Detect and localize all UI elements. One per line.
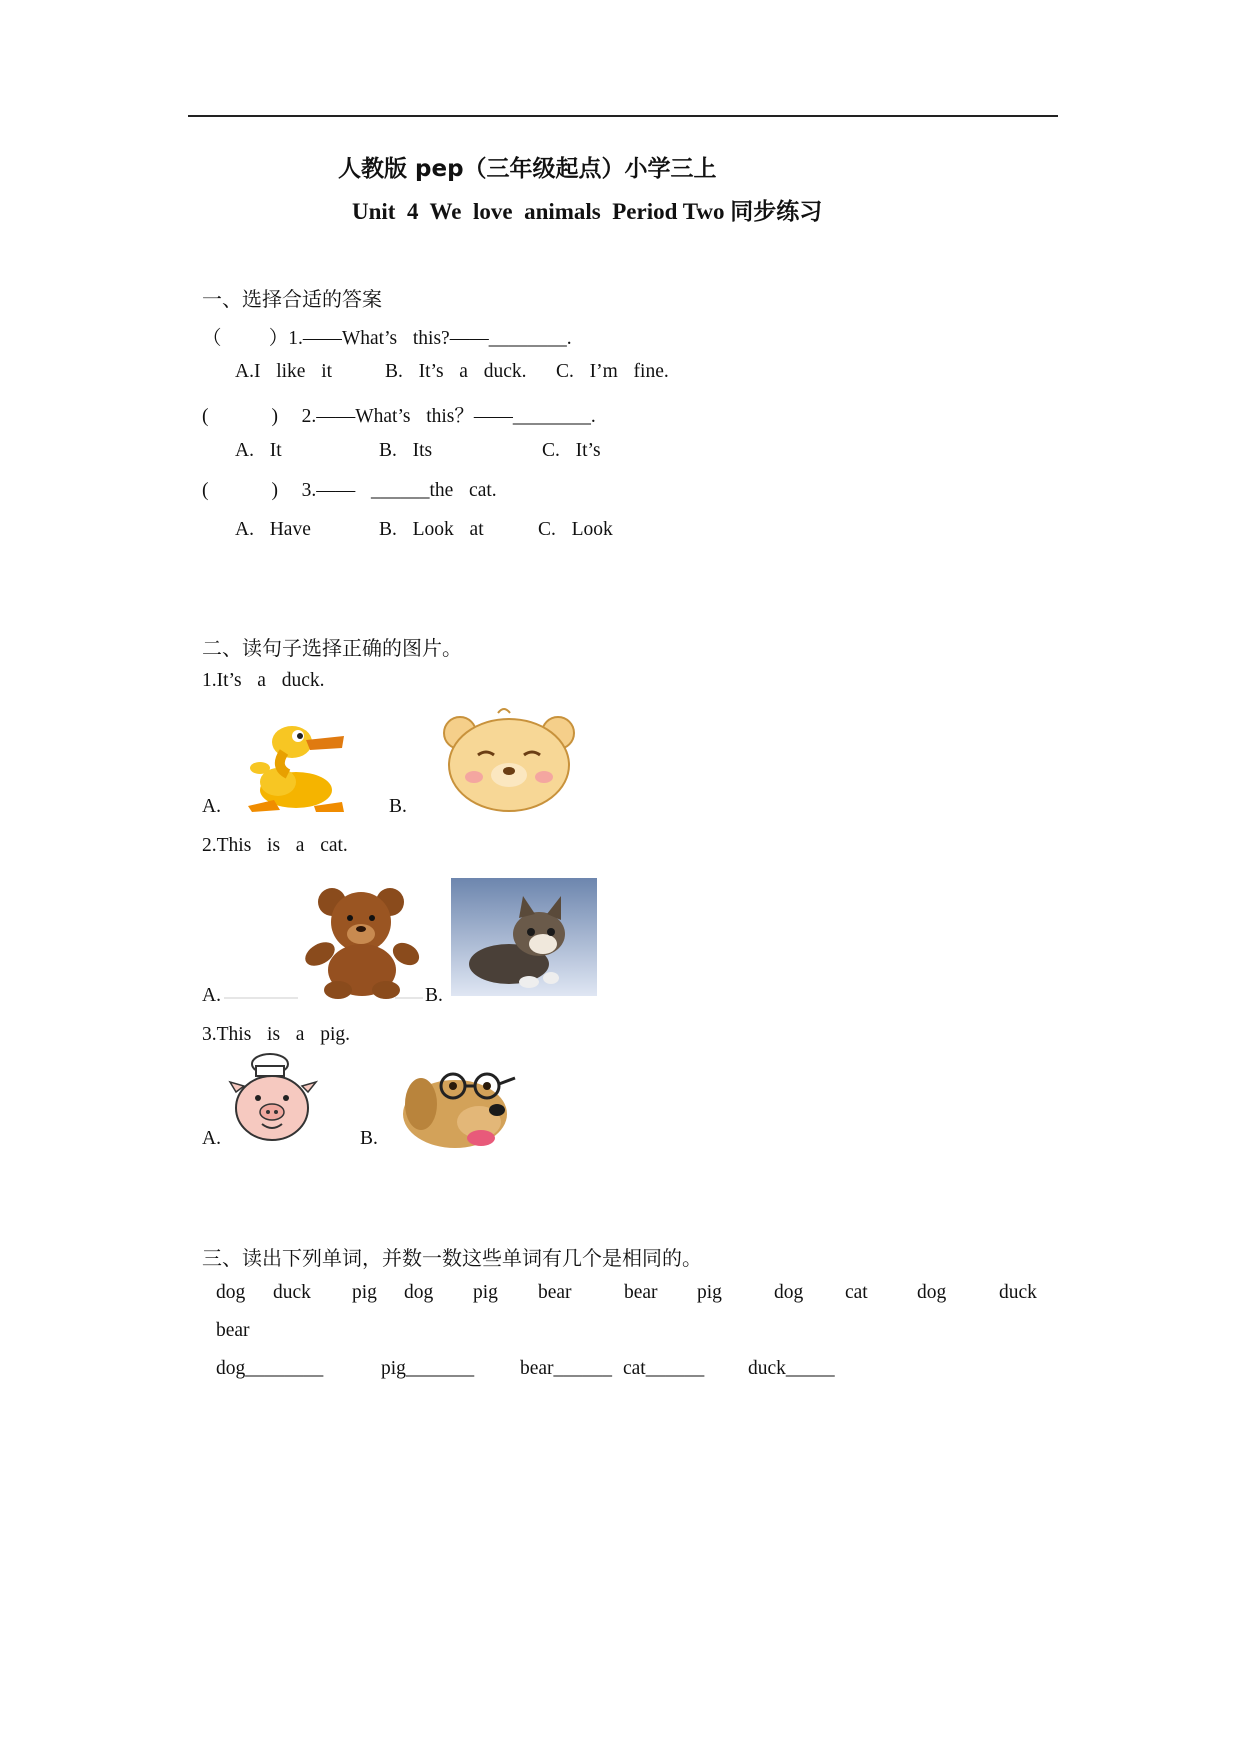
word-item: pig	[473, 1282, 498, 1303]
sentence-3-label-b: B.	[360, 1128, 378, 1149]
question-1-stem: （ ）1.——What’s this?——________.	[202, 328, 572, 349]
word-item: bear	[216, 1320, 250, 1341]
question-2-option-c: C. It’s	[542, 440, 601, 461]
question-2-option-a: A. It	[235, 440, 282, 461]
section1-heading: 一、选择合适的答案	[202, 289, 382, 311]
question-1-option-b: B. It’s a duck.	[385, 361, 527, 382]
answer-blank-cat[interactable]: cat______	[623, 1358, 705, 1379]
sentence-1-label-a: A.	[202, 796, 221, 817]
duck-image	[244, 722, 346, 814]
answer-blank-duck[interactable]: duck_____	[748, 1358, 835, 1379]
answer-blank-bear[interactable]: bear______	[520, 1358, 613, 1379]
kitten-image	[451, 878, 597, 996]
sentence-1: 1.It’s a duck.	[202, 670, 325, 691]
page-subtitle: Unit 4 We love animals Period Two 同步练习	[352, 199, 823, 224]
sentence-2-label-b: B.	[425, 985, 443, 1006]
bear-image	[438, 705, 580, 815]
question-3-stem: ( ) 3.—— ______the cat.	[202, 480, 497, 501]
answer-blank-dog[interactable]: dog________	[216, 1358, 324, 1379]
sentence-3-label-a: A.	[202, 1128, 221, 1149]
pig-image	[228, 1052, 318, 1144]
image-divider	[395, 997, 423, 999]
word-item: duck	[273, 1282, 311, 1303]
question-3-option-a: A. Have	[235, 519, 311, 540]
section2-heading: 二、读句子选择正确的图片。	[202, 638, 462, 660]
page-title: 人教版 pep（三年级起点）小学三上	[338, 156, 717, 182]
word-item: pig	[352, 1282, 377, 1303]
word-item: bear	[538, 1282, 572, 1303]
question-1-option-c: C. I’m fine.	[556, 361, 669, 382]
word-item: dog	[774, 1282, 804, 1303]
dog-image	[395, 1064, 523, 1150]
header-rule	[188, 115, 1058, 117]
sentence-3: 3.This is a pig.	[202, 1024, 350, 1045]
word-item: bear	[624, 1282, 658, 1303]
question-3-option-b: B. Look at	[379, 519, 484, 540]
teddy-bear-image	[304, 882, 424, 1000]
question-1-option-a: A.I like it	[235, 361, 333, 382]
word-item: dog	[404, 1282, 434, 1303]
sentence-2-label-a: A.	[202, 985, 221, 1006]
word-item: dog	[216, 1282, 246, 1303]
word-item: pig	[697, 1282, 722, 1303]
question-2-stem: ( ) 2.——What’s this？——________.	[202, 406, 596, 427]
image-divider	[224, 997, 298, 999]
question-3-option-c: C. Look	[538, 519, 613, 540]
word-item: duck	[999, 1282, 1037, 1303]
sentence-2: 2.This is a cat.	[202, 835, 348, 856]
question-2-option-b: B. Its	[379, 440, 433, 461]
sentence-1-label-b: B.	[389, 796, 407, 817]
answer-blank-pig[interactable]: pig_______	[381, 1358, 475, 1379]
word-item: cat	[845, 1282, 868, 1303]
section3-heading: 三、读出下列单词，并数一数这些单词有几个是相同的。	[202, 1248, 702, 1270]
word-item: dog	[917, 1282, 947, 1303]
